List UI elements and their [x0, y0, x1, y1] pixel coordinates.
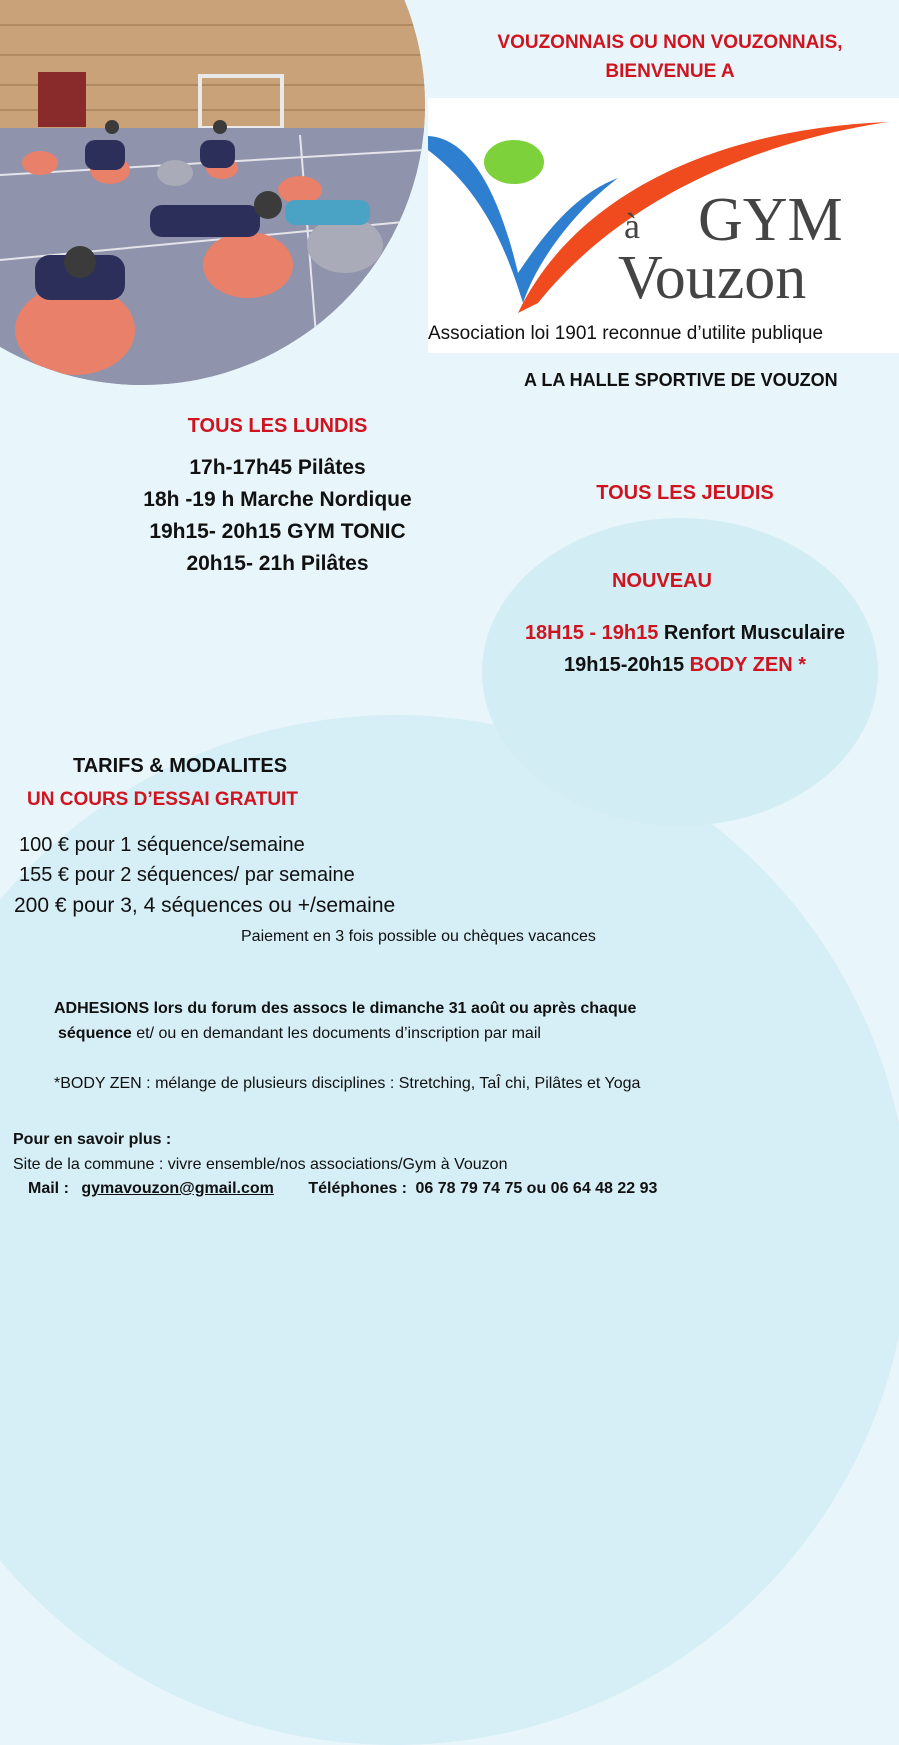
monday-class-4: 20h15- 21h Pilâtes [186, 552, 369, 575]
thursday-class-1-time: 18H15 - 19h15 [524, 622, 659, 644]
info-title: Pour en savoir plus : [13, 1131, 172, 1148]
thursday-class-2-name: BODY ZEN * [689, 654, 806, 676]
header-line-2: BIENVENUE A [605, 61, 735, 82]
thursday-class-2 [480, 649, 890, 681]
price-line-1: 100 € pour 1 séquence/semaine [19, 834, 305, 856]
monday-class-3: 19h15- 20h15 GYM TONIC [149, 520, 406, 543]
trial-label: UN COURS D’ESSAI GRATUIT [27, 789, 298, 810]
adhesions-line-1: ADHESIONS lors du forum des assocs le dimanche 31 août ou après chaque [54, 1000, 637, 1017]
thursday-class-1-name: Renfort Musculaire [658, 622, 846, 644]
price-line-3: 200 € pour 3, 4 séquences ou +/semaine [14, 894, 396, 917]
monday-class-2: 18h -19 h Marche Nordique [143, 488, 412, 511]
logo-gym-text: GYM [698, 186, 843, 254]
thursday-class-1 [480, 617, 890, 649]
monday-class-1: 17h-17h45 Pilâtes [189, 456, 366, 479]
thursday-title: TOUS LES JEUDIS [596, 482, 774, 504]
body-zen-note: *BODY ZEN : mélange de plusieurs disciplines : Stretching, TaÎ chi, Pilâtes et Yoga [54, 1075, 641, 1092]
adhesions-line-2-bold: séquence [58, 1025, 132, 1042]
payment-note: Paiement en 3 fois possible ou chèques vacances [241, 928, 596, 945]
phone-label: Téléphones : [308, 1180, 408, 1197]
thursday-class-2-time: 19h15-20h15 [564, 654, 690, 676]
thursday-new-label: NOUVEAU [611, 570, 712, 592]
header-line-1: VOUZONNAIS OU NON VOUZONNAIS, [497, 32, 843, 53]
mail-label: Mail : [28, 1180, 69, 1197]
logo-a-text: à [624, 206, 640, 246]
info-site: Site de la commune : vivre ensemble/nos associations/Gym à Vouzon [13, 1156, 508, 1173]
adhesions-line-2 [58, 1025, 541, 1043]
venue-label: A LA HALLE SPORTIVE DE VOUZON [524, 370, 838, 390]
price-line-2: 155 € pour 2 séquences/ par semaine [19, 864, 355, 886]
monday-title: TOUS LES LUNDIS [187, 415, 368, 437]
gym-class-photo [0, 0, 425, 385]
association-line: Association loi 1901 reconnue d’utilite publique [428, 323, 824, 344]
mail-link[interactable]: gymavouzon@gmail.com [81, 1180, 274, 1197]
logo-green-dot-icon [484, 140, 544, 184]
gym-vouzon-logo [428, 98, 899, 353]
logo-vouzon-text: Vouzon [618, 244, 807, 312]
tarifs-title: TARIFS & MODALITES [73, 755, 288, 777]
adhesions-line-2-rest: et/ ou en demandant les documents d’inscription par mail [131, 1025, 541, 1042]
phone-numbers: 06 78 79 74 75 ou 06 64 48 22 93 [415, 1180, 658, 1197]
info-contact-line [28, 1180, 657, 1198]
